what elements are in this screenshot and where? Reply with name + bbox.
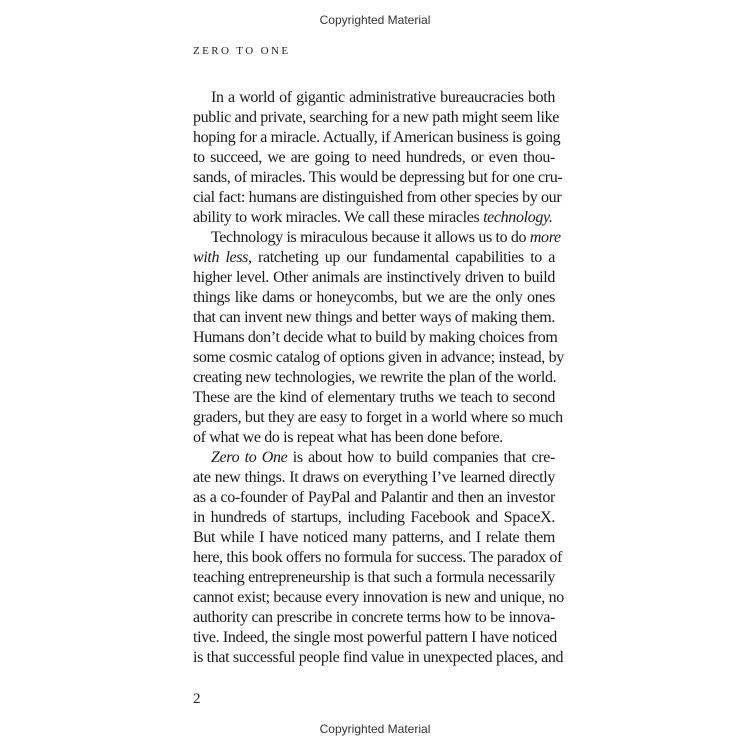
italic-text: Zero to One: [211, 449, 288, 466]
text-segment: teaching entrepreneurship is that such a formula necessarily: [193, 569, 555, 586]
text-segment: to succeed, we are going to need hundreds, or even thou-: [193, 149, 555, 166]
text-segment: as a co-founder of PayPal and Palantir and then an investor: [193, 489, 555, 506]
text-segment: higher level. Other animals are instinctively driven to build: [193, 269, 555, 286]
text-segment: cial fact: humans are distinguished from other species by our: [193, 189, 562, 206]
text-segment: things like dams or honeycombs, but we are the only ones: [193, 289, 555, 306]
text-line: [193, 608, 555, 628]
text-line: [193, 228, 561, 248]
text-line: [193, 348, 564, 368]
paragraph: [193, 228, 564, 448]
italic-text: with less,: [193, 249, 252, 266]
text-line: [193, 328, 558, 348]
text-segment: Humans don’t decide what to build by making choices from: [193, 329, 558, 346]
text-segment: some cosmic catalog of options given in advance; instead, by: [193, 349, 564, 366]
text-line: [193, 448, 555, 468]
text-segment: creating new technologies, we rewrite the plan of the world.: [193, 369, 557, 386]
text-line: [193, 168, 563, 188]
text-line: [193, 88, 555, 108]
text-segment: These are the kind of elementary truths we teach to second: [193, 389, 555, 406]
text-line: [193, 308, 555, 328]
text-line: [193, 268, 555, 288]
text-segment: public and private, searching for a new path might seem like: [193, 109, 559, 126]
text-line: [193, 588, 564, 608]
text-line: [193, 548, 563, 568]
text-segment: But while I have noticed many patterns, and I relate them: [193, 529, 555, 546]
text-line: [193, 388, 555, 408]
page-body-text: [193, 88, 564, 668]
text-line: [193, 648, 564, 668]
text-segment: tive. Indeed, the single most powerful pattern I have noticed: [193, 629, 557, 646]
text-segment: hoping for a miracle. Actually, if American business is going: [193, 129, 561, 146]
text-segment: sands, of miracles. This would be depressing but for one cru-: [193, 169, 563, 186]
paragraph: [193, 88, 563, 228]
text-segment: graders, but they are easy to forget in a world where so much: [193, 409, 563, 426]
text-segment: in hundreds of startups, including Facebook and SpaceX.: [193, 509, 555, 526]
text-line: [193, 468, 555, 488]
text-segment: is about how to build companies that cre-: [287, 449, 555, 466]
text-line: [193, 628, 555, 648]
text-line: [193, 568, 555, 588]
running-head: ZERO TO ONE: [193, 45, 291, 57]
page-number: 2: [193, 691, 201, 707]
text-segment: that can invent new things and better ways of making them.: [193, 309, 555, 326]
text-line: [193, 488, 555, 508]
copyright-watermark-bottom: Copyrighted Material: [319, 722, 431, 736]
text-segment: cannot exist; because every innovation is new and unique, no: [193, 589, 564, 606]
text-line: [193, 248, 555, 268]
text-segment: is that successful people find value in unexpected places, and: [193, 649, 564, 666]
text-line: [193, 108, 559, 128]
paragraph: [193, 448, 564, 668]
text-line: [193, 508, 555, 528]
text-line: [193, 188, 562, 208]
text-segment: ate new things. It draws on everything I’ve learned directly: [193, 469, 555, 486]
italic-text: technology.: [483, 209, 553, 226]
text-line: [193, 208, 555, 228]
text-line: [193, 428, 555, 448]
text-segment: In a world of gigantic administrative bureaucracies both: [211, 89, 555, 106]
text-line: [193, 368, 555, 388]
text-segment: ability to work miracles. We call these miracles: [193, 209, 484, 226]
text-segment: of what we do is repeat what has been done before.: [193, 429, 503, 446]
text-line: [193, 408, 563, 428]
copyright-watermark-top: Copyrighted Material: [319, 13, 431, 27]
text-segment: ratcheting up our fundamental capabilities to a: [251, 249, 555, 266]
text-line: [193, 128, 561, 148]
text-segment: here, this book offers no formula for success. The paradox of: [193, 549, 563, 566]
text-line: [193, 148, 555, 168]
text-segment: authority can prescribe in concrete terms how to be innova-: [193, 609, 555, 626]
italic-text: more: [529, 229, 561, 246]
text-line: [193, 528, 555, 548]
text-segment: Technology is miraculous because it allows us to do: [211, 229, 530, 246]
text-line: [193, 288, 555, 308]
